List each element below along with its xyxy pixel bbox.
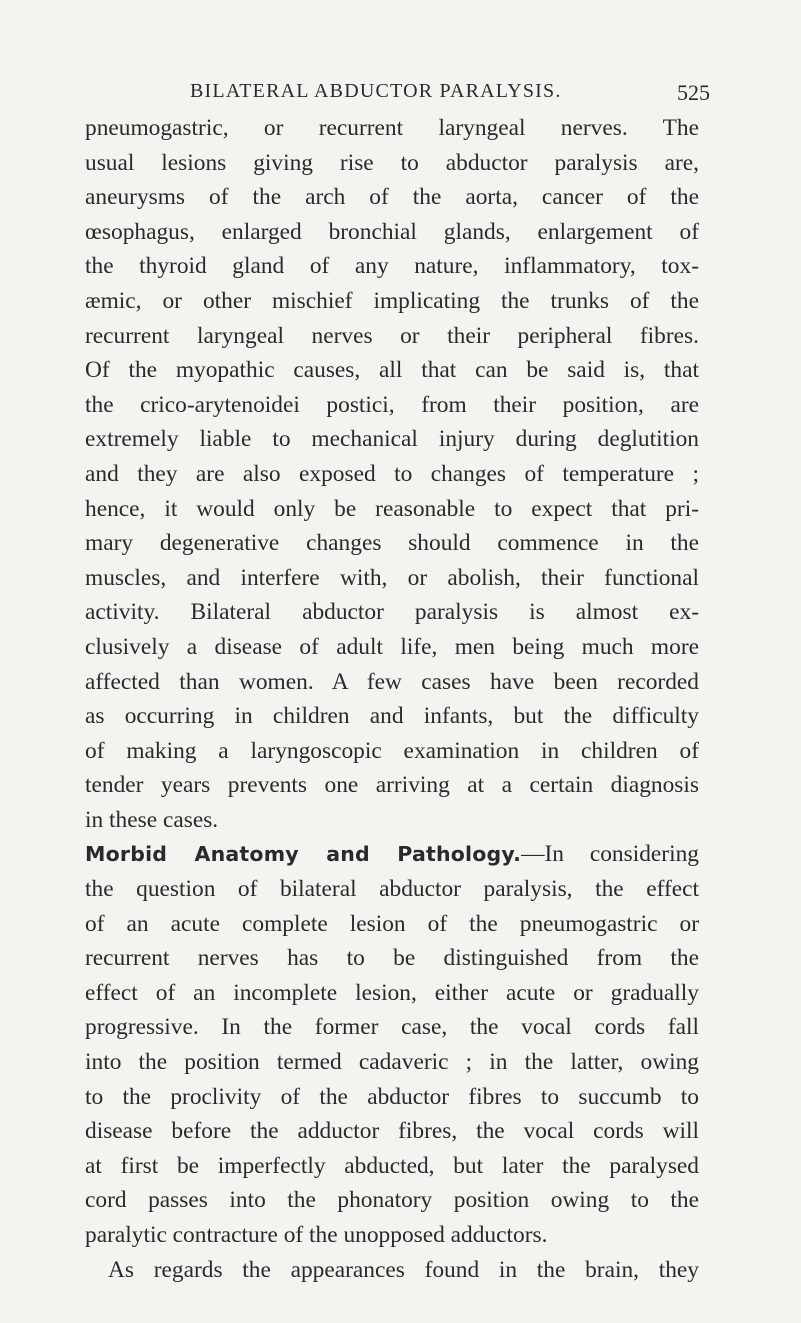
- text-line: activity. Bilateral abductor paralysis is almost ex-: [85, 599, 699, 626]
- text-line: paralytic contracture of the unopposed adductors.: [85, 1222, 548, 1248]
- text-line: as occurring in children and infants, but the difficulty: [85, 703, 699, 730]
- text-line: of an acute complete lesion of the pneumogastric or: [85, 910, 699, 937]
- text-line: clusively a disease of adult life, men being much more: [85, 633, 699, 660]
- paragraph-brain-appearances: [85, 1253, 699, 1288]
- running-title: BILATERAL ABDUCTOR PARALYSIS.: [190, 80, 562, 102]
- text-line: usual lesions giving rise to abductor paralysis are,: [85, 149, 699, 176]
- text-line: tender years prevents one arriving at a certain diagnosis: [85, 772, 699, 799]
- text-line: muscles, and interfere with, or abolish, their functional: [85, 564, 699, 591]
- text-line: progressive. In the former case, the vocal cords fall: [85, 1014, 699, 1041]
- text-line: into the position termed cadaveric ; in the latter, owing: [85, 1049, 699, 1076]
- text-line: at first be imperfectly abducted, but later the paralysed: [85, 1152, 699, 1179]
- text-line: disease before the adductor fibres, the vocal cords will: [85, 1118, 699, 1145]
- text-line: and they are also exposed to changes of temperature ;: [85, 460, 699, 487]
- page-number: 525: [677, 80, 710, 105]
- paragraph-causes: [85, 111, 699, 837]
- text-line: pneumogastric, or recurrent laryngeal nerves. The: [85, 115, 699, 141]
- text-line: in these cases.: [85, 806, 219, 833]
- text-line: to the proclivity of the abductor fibres to succumb to: [85, 1083, 699, 1110]
- text-line: recurrent laryngeal nerves or their peripheral fibres.: [85, 322, 699, 349]
- text-line: of making a laryngoscopic examination in children of: [85, 737, 699, 764]
- text-line: effect of an incomplete lesion, either acute or gradually: [85, 979, 699, 1006]
- text-line: Of the myopathic causes, all that can be said is, that: [85, 357, 699, 384]
- text-line: mary degenerative changes should commence in the: [85, 530, 699, 557]
- text-line: the thyroid gland of any nature, inflammatory, tox-: [85, 253, 699, 280]
- text-line: cord passes into the phonatory position owing to the: [85, 1187, 699, 1214]
- text-line: recurrent nerves has to be distinguished from the: [85, 945, 699, 972]
- text-line: extremely liable to mechanical injury during deglutition: [85, 426, 699, 453]
- text-line: As regards the appearances found in the brain, they: [108, 1256, 699, 1283]
- text-line: œsophagus, enlarged bronchial glands, enlargement of: [85, 218, 699, 245]
- text-line-with-heading: [85, 837, 699, 872]
- heading-continuation: —In considering: [521, 841, 699, 868]
- text-line: aneurysms of the arch of the aorta, cancer of the: [85, 184, 699, 211]
- paragraph-morbid-anatomy: [85, 837, 699, 1252]
- text-line: æmic, or other mischief implicating the trunks of the: [85, 287, 699, 314]
- section-heading: Morbid Anatomy and Pathology.: [85, 842, 522, 867]
- text-line: the crico-arytenoidei postici, from their position, are: [85, 391, 699, 418]
- text-line: affected than women. A few cases have been recorded: [85, 668, 699, 695]
- text-line: the question of bilateral abductor paralysis, the effect: [85, 876, 699, 903]
- running-header: [190, 80, 710, 106]
- text-line: hence, it would only be reasonable to expect that pri-: [85, 495, 699, 522]
- body-text: [85, 111, 699, 1287]
